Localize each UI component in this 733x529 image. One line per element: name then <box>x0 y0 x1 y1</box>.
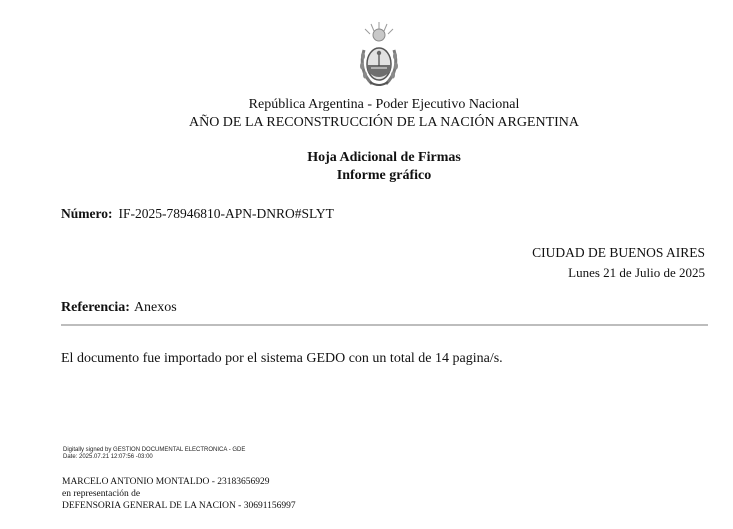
coat-of-arms-icon <box>356 20 402 90</box>
body-text: El documento fue importado por el sistema GEDO con un total de 14 pagina/s. <box>61 351 503 366</box>
document-subtitle: Informe gráfico <box>336 168 432 183</box>
document-title: Hoja Adicional de Firmas <box>307 150 461 165</box>
signer-role: en representación de <box>62 489 141 499</box>
divider <box>61 324 708 326</box>
city: CIUDAD DE BUENOS AIRES <box>532 245 705 260</box>
reference <box>61 300 177 316</box>
digital-signature-line-1: Digitally signed by GESTION DOCUMENTAL ELECTRONICA - GDE <box>63 447 246 453</box>
document-number-label: Número: <box>61 206 113 221</box>
date: Lunes 21 de Julio de 2025 <box>568 265 705 280</box>
signer-organization: DEFENSORIA GENERAL DE LA NACION - 30691156997 <box>62 501 296 511</box>
reference-value: Anexos <box>133 300 177 315</box>
header-line-2: AÑO DE LA RECONSTRUCCIÓN DE LA NACIÓN ARGENTINA <box>188 115 580 130</box>
document-number-value: IF-2025-78946810-APN-DNRO#SLYT <box>118 206 334 221</box>
digital-signature-line-2: Date: 2025.07.21 12:07:56 -03:00 <box>63 453 153 460</box>
header-line-1: República Argentina - Poder Ejecutivo Nacional <box>248 97 520 112</box>
digital-signature-stamp <box>63 447 245 460</box>
signer-name: MARCELO ANTONIO MONTALDO - 23183656929 <box>62 477 270 487</box>
signer-block <box>62 476 296 512</box>
reference-label: Referencia: <box>61 300 130 315</box>
document-number <box>61 206 334 222</box>
